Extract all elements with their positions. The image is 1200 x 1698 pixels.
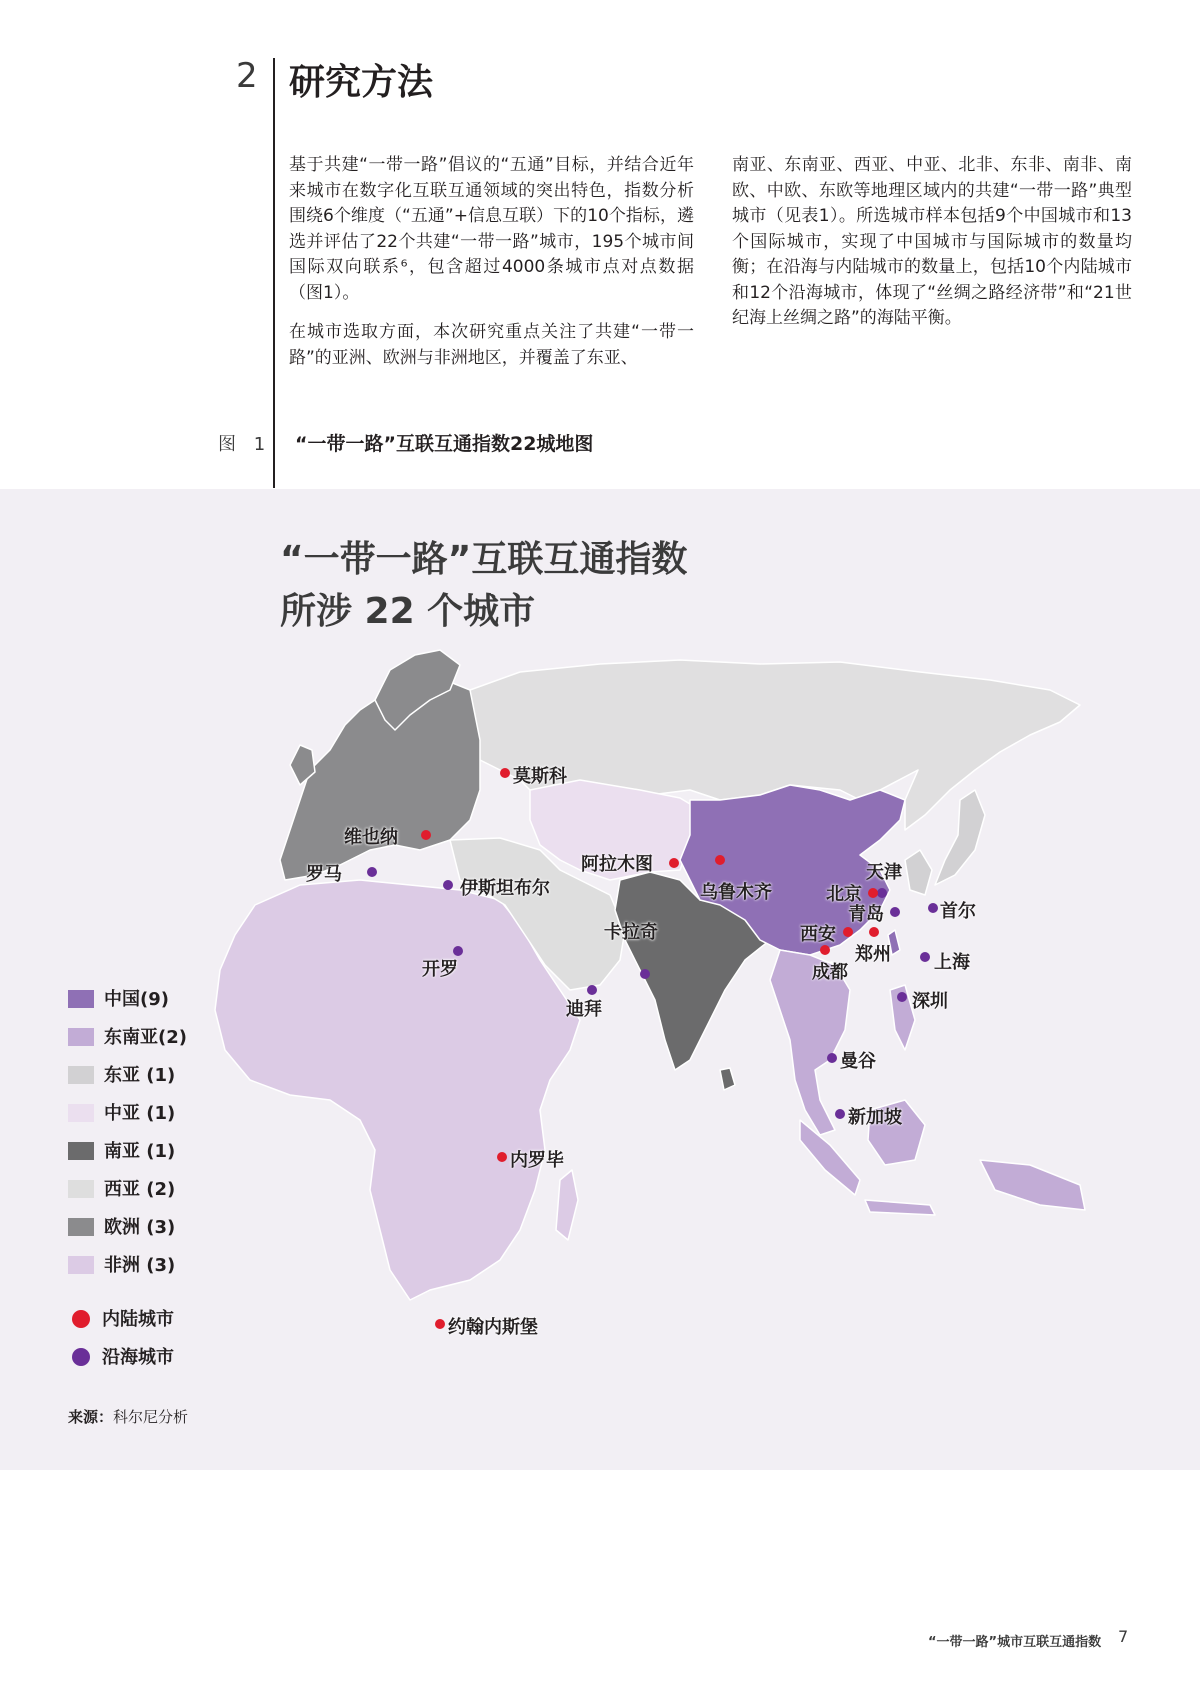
- city-label: 上海: [934, 952, 970, 973]
- legend-label: 东亚 (1): [104, 1065, 176, 1086]
- city-marker: [640, 969, 650, 979]
- city-marker: [435, 1319, 445, 1329]
- city-marker: [835, 1109, 845, 1119]
- city-marker: [820, 945, 830, 955]
- page-number: 7: [1118, 1627, 1129, 1646]
- city-label: 迪拜: [566, 999, 602, 1020]
- legend-dot: [72, 1348, 90, 1366]
- legend-label: 欧洲 (3): [104, 1217, 176, 1238]
- city-marker: [421, 830, 431, 840]
- city-marker: [877, 888, 887, 898]
- city-marker: [897, 992, 907, 1002]
- legend-swatch: [68, 1104, 94, 1122]
- city-marker: [443, 880, 453, 890]
- legend-item-inland: [68, 1305, 174, 1331]
- city-label: 罗马: [306, 864, 342, 885]
- legend-swatch: [68, 1066, 94, 1084]
- city-marker: [827, 1053, 837, 1063]
- legend-label: 中国(9): [104, 989, 169, 1010]
- legend-label: 中亚 (1): [104, 1103, 176, 1124]
- legend-swatch: [68, 1142, 94, 1160]
- figure-label: 图 1: [218, 434, 272, 455]
- legend-item-south-asia: [68, 1137, 175, 1163]
- region-papua: [980, 1160, 1085, 1210]
- city-marker: [497, 1152, 507, 1162]
- city-marker: [920, 952, 930, 962]
- source-text: 科尔尼分析: [113, 1408, 189, 1426]
- legend-swatch: [68, 1256, 94, 1274]
- legend-label: 沿海城市: [102, 1347, 174, 1368]
- map-title-line2: 所涉 22 个城市: [280, 591, 536, 632]
- section-number: 2: [236, 56, 258, 96]
- body-paragraph: 在城市选取方面，本次研究重点关注了共建“一带一路”的亚洲、欧洲与非洲地区，并覆盖了东亚、: [289, 322, 694, 368]
- city-label: 维也纳: [344, 827, 398, 848]
- map-title-line1: “一带一路”互联互通指数: [280, 539, 688, 580]
- legend-swatch: [68, 1180, 94, 1198]
- legend-item-coastal: [68, 1343, 174, 1369]
- city-label: 乌鲁木齐: [700, 882, 772, 903]
- region-sri-lanka: [720, 1068, 735, 1090]
- city-label: 郑州: [855, 944, 891, 965]
- city-label: 内罗毕: [510, 1150, 564, 1171]
- region-java: [865, 1200, 935, 1215]
- section-title: 研究方法: [289, 62, 434, 103]
- region-korea: [905, 850, 932, 895]
- city-label: 深圳: [912, 991, 948, 1012]
- city-label: 曼谷: [840, 1051, 876, 1072]
- city-marker: [500, 768, 510, 778]
- city-label: 卡拉奇: [604, 922, 658, 943]
- legend-label: 非洲 (3): [104, 1255, 176, 1276]
- city-marker: [928, 903, 938, 913]
- body-column-left: [289, 153, 694, 385]
- section-divider-line: [273, 58, 275, 488]
- footer-title: “一带一路”城市互联互通指数: [928, 1635, 1102, 1650]
- city-marker: [868, 888, 878, 898]
- city-label: 新加坡: [848, 1107, 902, 1128]
- city-marker: [367, 867, 377, 877]
- legend-item-europe: [68, 1213, 175, 1239]
- city-marker: [669, 858, 679, 868]
- city-label: 莫斯科: [513, 766, 567, 787]
- city-label: 西安: [800, 924, 836, 945]
- city-label: 约翰内斯堡: [448, 1317, 538, 1338]
- legend-label: 内陆城市: [102, 1309, 174, 1330]
- city-label: 北京: [826, 884, 862, 905]
- legend-item-central-asia: [68, 1099, 175, 1125]
- city-marker: [715, 855, 725, 865]
- source-note: [68, 1406, 188, 1427]
- legend-swatch: [68, 1028, 94, 1046]
- city-label: 青岛: [848, 904, 884, 925]
- legend-item-china: [68, 985, 169, 1011]
- legend-label: 东南亚(2): [104, 1027, 187, 1048]
- city-label: 阿拉木图: [581, 854, 653, 875]
- legend-dot: [72, 1310, 90, 1328]
- city-label: 首尔: [940, 901, 976, 922]
- region-madagascar: [556, 1170, 578, 1240]
- figure-title: “一带一路”互联互通指数22城地图: [295, 433, 594, 455]
- city-marker: [890, 907, 900, 917]
- legend-item-africa: [68, 1251, 175, 1277]
- city-label: 天津: [866, 862, 902, 883]
- source-label: 来源：: [68, 1408, 114, 1426]
- legend-label: 西亚 (2): [104, 1179, 176, 1200]
- body-column-right: [732, 153, 1132, 346]
- city-marker: [587, 985, 597, 995]
- city-label: 伊斯坦布尔: [460, 878, 550, 899]
- region-japan: [935, 790, 985, 885]
- legend-label: 南亚 (1): [104, 1141, 176, 1162]
- map-title: [280, 534, 687, 638]
- city-marker: [843, 927, 853, 937]
- legend-swatch: [68, 990, 94, 1008]
- legend-item-southeast-asia: [68, 1023, 187, 1049]
- legend-item-east-asia: [68, 1061, 175, 1087]
- city-label: 开罗: [422, 959, 458, 980]
- body-paragraph: 基于共建“一带一路”倡议的“五通”目标，并结合近年来城市在数字化互联互通领域的突出特色，指数分析围绕6个维度（“五通”+信息互联）下的10个指标，遴选并评估了22个共建“一带一路”城市，195个城市间国际双向联系⁶，包含超过4000条城市点对点数据（图1）。: [289, 155, 694, 303]
- legend-swatch: [68, 1218, 94, 1236]
- region-africa: [215, 880, 580, 1300]
- city-marker: [869, 927, 879, 937]
- body-paragraph: 南亚、东南亚、西亚、中亚、北非、东非、南非、南欧、中欧、东欧等地理区域内的共建“一带一路”典型城市（见表1）。所选城市样本包括9个中国城市和13个国际城市，实现了中国城市与国际城市的数量均衡；在沿海与内陆城市的数量上，包括10个内陆城市和12个沿海城市，体现了“丝绸之路经济带”和“21世纪海上丝绸之路”的海陆平衡。: [732, 155, 1132, 328]
- legend-item-west-asia: [68, 1175, 175, 1201]
- city-label: 成都: [812, 962, 848, 983]
